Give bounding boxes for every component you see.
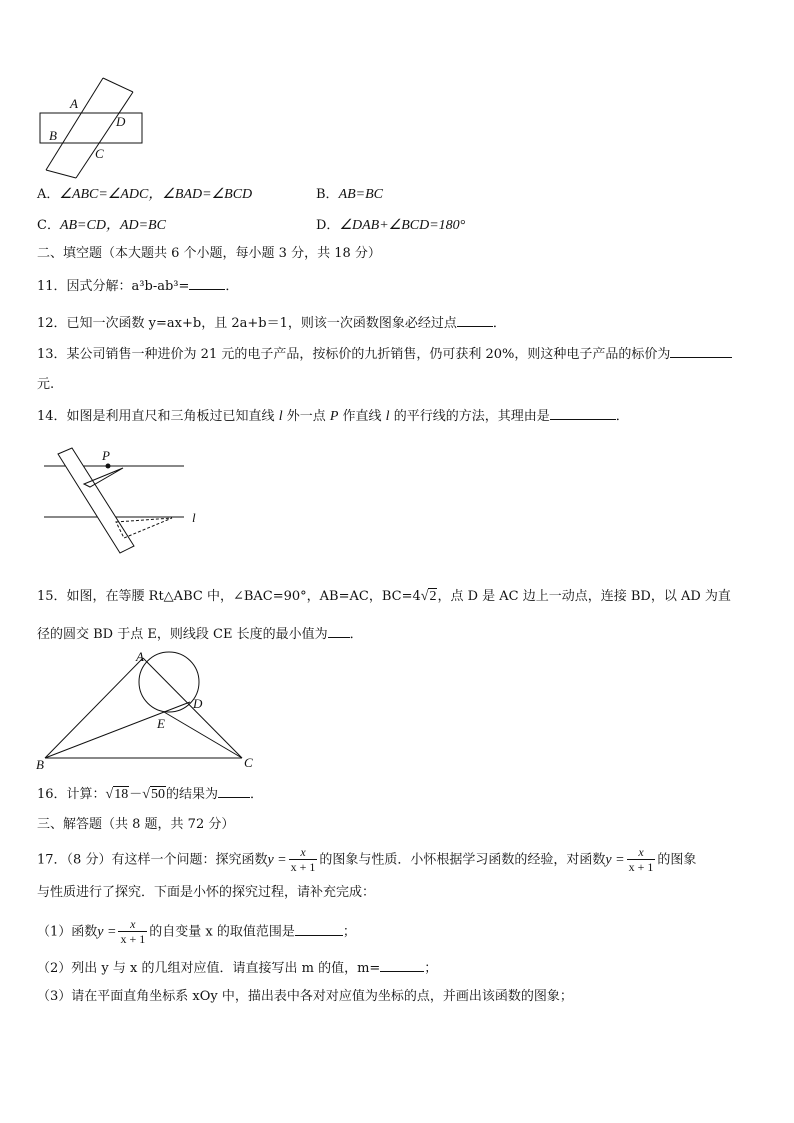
q11-answer-blank[interactable]	[189, 276, 225, 290]
q17-fraction-2-den: x + 1	[628, 860, 654, 874]
q10-option-b-text: AB=BC	[338, 187, 384, 202]
q11-end: ．	[225, 279, 239, 294]
q17-part1	[37, 918, 356, 946]
q11	[37, 276, 238, 296]
q10-option-c-text: AB=CD，AD=BC	[59, 218, 166, 233]
q14-answer-blank[interactable]	[550, 406, 616, 420]
q17-fraction-3-num: x	[130, 917, 136, 931]
q14-text-a: 14．如图是利用直尺和三角板过已知直线	[37, 409, 279, 424]
q15-segment-bd	[45, 702, 190, 758]
q12-text: 12．已知一次函数 y=ax+b，且 2a+b＝1，则该一次函数图象必经过点	[37, 316, 457, 331]
q16-sqrt-1: √18	[105, 787, 129, 802]
q17-part1-text-a: （1）函数	[37, 924, 98, 940]
q15-circle	[139, 652, 199, 712]
q12	[37, 313, 506, 333]
q17-line2: 与性质进行了探究．下面是小怀的探究过程，请补充完成：	[37, 885, 376, 900]
q15-side-ab	[45, 658, 143, 758]
q17-part3: （3）请在平面直角坐标系 xOy 中，描出表中各对对应值为坐标的点，并画出该函数的图象；	[37, 989, 573, 1004]
q15-sqrt-radicand: 2	[429, 589, 437, 604]
q14-label-p: P	[102, 448, 110, 463]
q15-text-b: ，点 D 是 AC 边上一动点，连接 BD，以 AD 为直	[437, 589, 731, 604]
q17-fraction-1-den: x + 1	[290, 860, 316, 874]
q15-text-2: 径的圆交 BD 于点 E，则线段 CE 长度的最小值为	[37, 627, 328, 642]
q10-strip-right-edge	[76, 92, 133, 178]
q17-text-b: 的图象与性质．小怀根据学习函数的经验，对函数	[319, 852, 606, 868]
q15-text-a: 15．如图，在等腰 Rt△ABC 中，∠BAC=90°，AB=AC，BC=4	[37, 589, 421, 604]
q15-figure	[30, 648, 270, 778]
q13-text: 13．某公司销售一种进价为 21 元的电子产品，按标价的九折销售，仍可获利 20%，则这种电子产品的标价为	[37, 347, 671, 362]
q10-option-a-prefix: A．	[37, 187, 60, 202]
q16-answer-blank[interactable]	[218, 784, 250, 798]
q17-fraction-2	[627, 846, 656, 874]
q13-line2: 元.	[37, 377, 55, 392]
q17-part2	[37, 958, 437, 978]
q10-label-d: D	[116, 114, 126, 129]
q16-sqrt-2: √50	[142, 787, 165, 802]
q15-end: ．	[349, 627, 363, 642]
q14-l1: l	[278, 409, 283, 424]
q17-fraction-3	[118, 918, 147, 946]
q10-figure	[30, 70, 160, 180]
q15-label-a: A	[136, 649, 144, 664]
q16-prefix: 16．计算：	[37, 787, 106, 802]
q14-ruler	[58, 448, 134, 553]
q17-part2-text: （2）列出 y 与 x 的几组对应值．请直接写出 m 的值，m=	[37, 961, 381, 976]
q15-line2	[37, 624, 363, 644]
q14-figure	[40, 442, 210, 562]
q10-option-b-prefix: B．	[316, 187, 339, 202]
q10-option-a-text: ∠ABC=∠ADC，∠BAD=∠BCD	[59, 187, 253, 202]
q14	[37, 406, 629, 426]
section2-heading: 二、填空题（本大题共 6 个小题，每小题 3 分，共 18 分）	[37, 246, 381, 261]
q10-label-b: B	[49, 128, 57, 143]
q10-strip-top-edge	[103, 78, 133, 92]
section3-heading: 三、解答题（共 8 题，共 72 分）	[37, 817, 235, 832]
q15-label-b: B	[36, 757, 44, 772]
q11-text: 11．因式分解：a³b-ab³=	[37, 279, 190, 294]
q10-option-a	[37, 186, 252, 204]
q13-line1	[37, 344, 732, 364]
q17-text-a: 17．（8 分）有这样一个问题：探究函数	[37, 852, 268, 868]
q14-text-c: 作直线	[338, 409, 386, 424]
q16-suffix: 的结果为	[165, 787, 218, 802]
q10-option-b	[316, 186, 383, 204]
q14-p: P	[329, 409, 339, 424]
q15-line1	[37, 588, 731, 606]
q10-option-d	[316, 217, 465, 235]
q17-f1-lhs: y =	[267, 852, 287, 868]
q14-text-b: 外一点	[282, 409, 330, 424]
q17-text-c: 的图象	[657, 852, 697, 868]
q17-fraction-2-num: x	[638, 845, 644, 859]
q15-label-e: E	[157, 716, 165, 731]
q16-sqrt-1-radicand: 18	[114, 787, 129, 802]
q17-part1-answer-blank[interactable]	[295, 922, 343, 936]
q15-sqrt: √2	[420, 589, 437, 604]
q10-label-c: C	[95, 146, 104, 161]
q13-answer-blank[interactable]	[670, 344, 732, 358]
q17-part2-answer-blank[interactable]	[380, 958, 424, 972]
q10-option-c-prefix: C．	[37, 218, 60, 233]
q15-answer-blank[interactable]	[328, 624, 350, 638]
q17-fraction-1	[289, 846, 318, 874]
q10-strip-bottom-edge	[46, 170, 76, 178]
q15-label-d: D	[193, 696, 203, 711]
q16-sqrt-2-radicand: 50	[150, 787, 165, 802]
q14-l2: l	[385, 409, 390, 424]
q14-end: ．	[615, 409, 629, 424]
q10-label-a: A	[70, 96, 78, 111]
q17-part1-text-b: 的自变量 x 的取值范围是	[149, 924, 295, 940]
q14-label-l: l	[192, 510, 196, 525]
q17-part2-end: ；	[424, 961, 438, 976]
q14-point-p	[106, 464, 111, 469]
q17-line1	[37, 846, 696, 874]
q17-f3-lhs: y =	[97, 924, 117, 940]
q17-f2-lhs: y =	[605, 852, 625, 868]
q17-part1-end: ；	[342, 924, 356, 940]
q10-option-d-text: ∠DAB+∠BCD=180°	[339, 218, 466, 233]
q16	[37, 784, 263, 804]
q15-label-c: C	[244, 755, 253, 770]
q17-fraction-3-den: x + 1	[120, 932, 146, 946]
q12-answer-blank[interactable]	[457, 313, 493, 327]
q12-end: ．	[492, 316, 506, 331]
q16-end: ．	[249, 787, 263, 802]
q10-option-d-prefix: D．	[316, 218, 340, 233]
q14-text-d: 的平行线的方法，其理由是	[389, 409, 550, 424]
q10-option-c	[37, 217, 166, 235]
q17-fraction-1-num: x	[300, 845, 306, 859]
q16-minus: －	[129, 787, 143, 802]
